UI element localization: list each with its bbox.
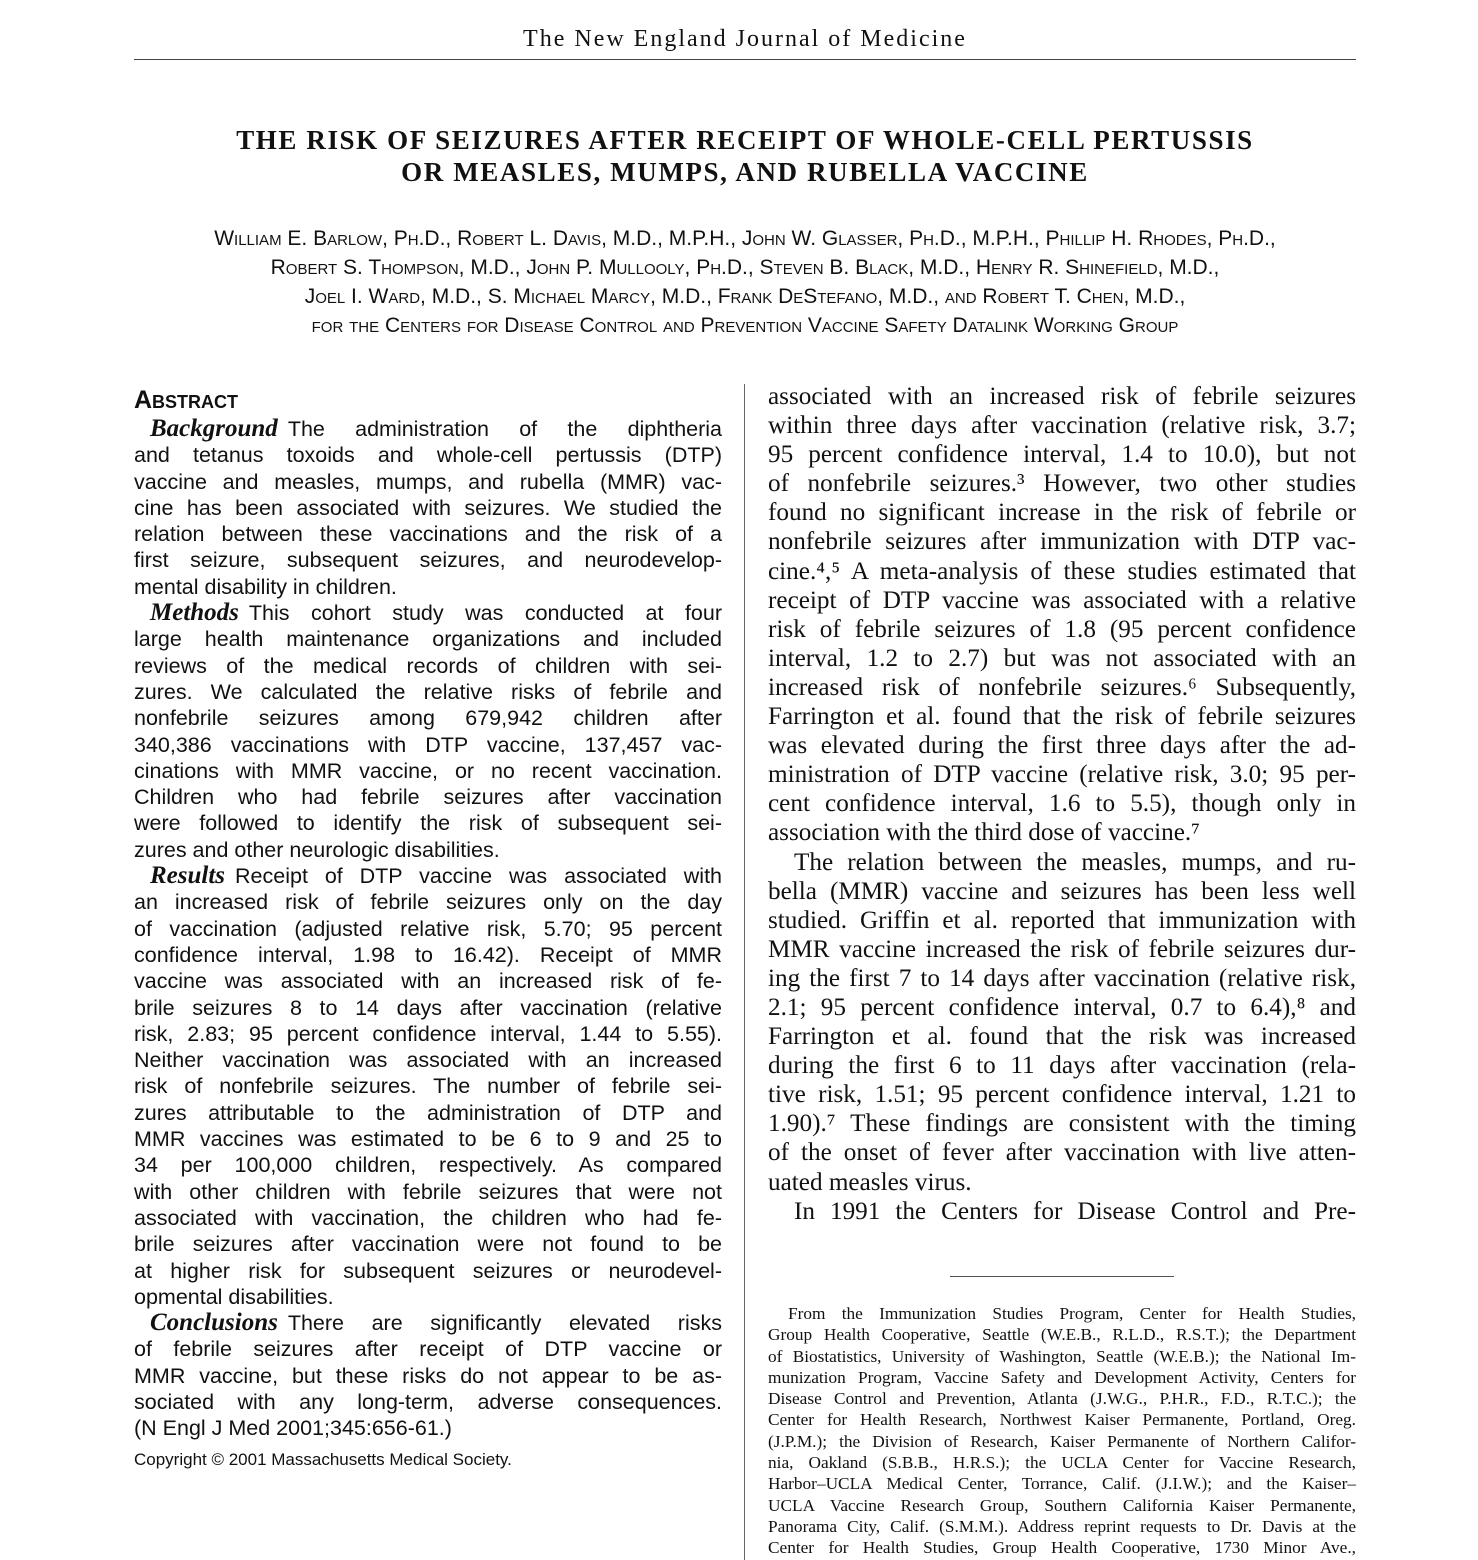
- body-line: uated measles virus.: [768, 1168, 972, 1196]
- abstract-line: Methods This cohort study was conducted at four: [150, 599, 722, 627]
- author-list: [100, 224, 1390, 340]
- body-line: nonfebrile seizures after immunization with DTP vac-: [768, 528, 1356, 556]
- abstract-line: sociated with any long-term, adverse consequences.: [134, 1389, 722, 1414]
- author-line: Robert S. Thompson, M.D., John P. Mullooly, Ph.D., Steven B. Black, M.D., Henry R. Shinefield, M.D.,: [270, 256, 1220, 279]
- abstract-line: vaccine and measles, mumps, and rubella (MMR) vac-: [134, 469, 722, 494]
- abstract-line: of vaccination (adjusted relative risk, 5.70; 95 percent: [134, 916, 722, 941]
- body-line: risk of febrile seizures of 1.8 (95 percent confidence: [768, 615, 1356, 643]
- body-line: interval, 1.2 to 2.7) but was not associated with an: [768, 644, 1356, 672]
- author-line: William E. Barlow, Ph.D., Robert L. Davis, M.D., M.P.H., John W. Glasser, Ph.D., M.P.H., Phillip H. Rhodes, Ph.D.,: [214, 227, 1276, 250]
- footnote-line: of Biostatistics, University of Washington, Seattle (W.E.B.); the National Im-: [768, 1346, 1356, 1366]
- body-line: tive risk, 1.51; 95 percent confidence interval, 1.21 to: [768, 1081, 1356, 1109]
- footnote-line: From the Immunization Studies Program, Center for Health Studies,: [788, 1304, 1356, 1323]
- body-line: cent confidence interval, 1.6 to 5.5), though only in: [768, 790, 1356, 818]
- body-line: was elevated during the first three days after the ad-: [768, 732, 1356, 760]
- body-line: ing the first 7 to 14 days after vaccination (relative risk,: [768, 964, 1356, 992]
- footnote-line: Center for Health Studies, Group Health Cooperative, 1730 Minor Ave.,: [768, 1538, 1356, 1558]
- body-line: increased risk of nonfebrile seizures.⁶ Subsequently,: [768, 673, 1356, 701]
- column-divider: [744, 384, 745, 1560]
- body-line: found no significant increase in the risk of febrile or: [768, 499, 1356, 527]
- abstract-line: risk, 2.83; 95 percent confidence interval, 1.44 to 5.55).: [134, 1021, 722, 1046]
- abstract-line: MMR vaccine, but these risks do not appear to be as-: [134, 1363, 722, 1388]
- abstract-line: zures attributable to the administration of DTP and: [134, 1100, 722, 1125]
- body-line: within three days after vaccination (relative risk, 3.7;: [768, 412, 1356, 440]
- body-line: bella (MMR) vaccine and seizures has been less well: [768, 877, 1356, 905]
- body-line: studied. Griffin et al. reported that immunization with: [768, 906, 1356, 934]
- article-title: [134, 124, 1356, 188]
- abstract-line: relation between these vaccinations and the risk of a: [134, 522, 722, 547]
- author-line: Joel I. Ward, M.D., S. Michael Marcy, M.D., Frank DeStefano, M.D., and Robert T. Chen, M.D.,: [304, 285, 1186, 308]
- abstract-line: associated with vaccination, the children who had fe-: [134, 1205, 722, 1230]
- abstract-line: an increased risk of febrile seizures only on the day: [134, 890, 722, 915]
- abstract-line: mental disability in children.: [134, 574, 397, 599]
- footnote-line: Panorama City, Calif. (S.M.M.). Address reprint requests to Dr. Davis at the: [768, 1516, 1356, 1536]
- abstract-line: were followed to identify the risk of subsequent sei-: [134, 811, 722, 836]
- body-line: of the onset of fever after vaccination with live atten-: [768, 1139, 1356, 1167]
- footnote-line: (J.P.M.); the Division of Research, Kaiser Permanente of Northern Califor-: [768, 1431, 1356, 1451]
- title-line-2: OR MEASLES, MUMPS, AND RUBELLA VACCINE: [401, 157, 1089, 187]
- abstract-line: confidence interval, 1.98 to 16.42). Receipt of MMR: [134, 942, 722, 967]
- author-line: for the Centers for Disease Control and Prevention Vaccine Safety Datalink Working Group: [311, 314, 1179, 337]
- abstract-line: zures. We calculated the relative risks of febrile and: [134, 679, 722, 704]
- abstract-line: zures and other neurologic disabilities.: [134, 837, 500, 862]
- body-line: of nonfebrile seizures.³ However, two other studies: [768, 470, 1356, 498]
- abstract-line: risk of nonfebrile seizures. The number of febrile sei-: [134, 1074, 722, 1099]
- body-line: Farrington et al. found that the risk was increased: [768, 1023, 1356, 1051]
- results-label: Results: [150, 862, 226, 890]
- title-line-1: THE RISK OF SEIZURES AFTER RECEIPT OF WHOLE-CELL PERTUSSIS: [236, 125, 1254, 155]
- abstract-heading: Abstract: [134, 386, 239, 414]
- background-label: Background: [150, 415, 278, 442]
- abstract-line: brile seizures after vaccination were not found to be: [134, 1232, 722, 1257]
- abstract-line: of febrile seizures after receipt of DTP vaccine or: [134, 1337, 722, 1362]
- body-line: MMR vaccine increased the risk of febrile seizures dur-: [768, 935, 1356, 963]
- abstract-line: vaccine was associated with an increased risk of fe-: [134, 969, 722, 994]
- body-line: receipt of DTP vaccine was associated with a relative: [768, 586, 1356, 614]
- body-line: The relation between the measles, mumps, and ru-: [794, 848, 1356, 876]
- copyright-notice: Copyright © 2001 Massachusetts Medical Society.: [134, 1449, 512, 1469]
- conclusions-label: Conclusions: [150, 1309, 278, 1337]
- abstract-line: Background The administration of the diphtheria: [150, 415, 722, 442]
- abstract-line: cine has been associated with seizures. We studied the: [134, 495, 722, 520]
- body-line: ministration of DTP vaccine (relative risk, 3.0; 95 per-: [768, 761, 1356, 789]
- abstract-line: at higher risk for subsequent seizures or neurodevel-: [134, 1258, 722, 1283]
- body-line: In 1991 the Centers for Disease Control and Pre-: [794, 1197, 1356, 1225]
- abstract-line: first seizure, subsequent seizures, and neurodevelop-: [134, 548, 722, 573]
- methods-label: Methods: [150, 599, 239, 627]
- footnote-rule: [950, 1276, 1174, 1277]
- affiliation-footnote: [768, 1303, 1356, 1559]
- footnote-line: Center for Health Research, Northwest Kaiser Permanente, Portland, Oreg.: [768, 1410, 1356, 1430]
- abstract-line: Children who had febrile seizures after vaccination: [134, 785, 722, 810]
- abstract-line: opmental disabilities.: [134, 1284, 334, 1309]
- citation-line: (N Engl J Med 2001;345:656-61.): [134, 1416, 452, 1441]
- footnote-line: Disease Control and Prevention, Atlanta (J.W.G., P.H.R., F.D., R.T.C.); the: [768, 1389, 1356, 1409]
- abstract-line: nonfebrile seizures among 679,942 children after: [134, 706, 722, 731]
- abstract-line: 34 per 100,000 children, respectively. As compared: [134, 1153, 722, 1178]
- body-line: 1.90).⁷ These findings are consistent with the timing: [768, 1110, 1356, 1138]
- abstract-line: Conclusions There are significantly elevated risks: [150, 1309, 722, 1337]
- abstract-line: brile seizures 8 to 14 days after vaccination (relative: [134, 995, 722, 1020]
- abstract-line: Neither vaccination was associated with an increased: [134, 1048, 722, 1073]
- abstract-line: 340,386 vaccinations with DTP vaccine, 137,457 vac-: [134, 732, 722, 757]
- abstract-line: cinations with MMR vaccine, or no recent vaccination.: [134, 758, 722, 783]
- body-line: 2.1; 95 percent confidence interval, 0.7 to 6.4),⁸ and: [768, 993, 1356, 1021]
- footnote-line: Harbor–UCLA Medical Center, Torrance, Calif. (J.I.W.); and the Kaiser–: [768, 1474, 1356, 1494]
- body-column: [768, 382, 1356, 1226]
- body-line: during the first 6 to 11 days after vaccination (rela-: [768, 1052, 1356, 1080]
- body-line: Farrington et al. found that the risk of febrile seizures: [768, 703, 1356, 731]
- body-line: associated with an increased risk of febrile seizures: [768, 383, 1356, 410]
- running-head: The New England Journal of Medicine: [134, 26, 1356, 60]
- abstract-line: reviews of the medical records of children with sei-: [134, 653, 722, 678]
- body-line: cine.⁴,⁵ A meta-analysis of these studies estimated that: [768, 557, 1356, 585]
- body-line: 95 percent confidence interval, 1.4 to 10.0), but not: [768, 441, 1356, 469]
- abstract-line: large health maintenance organizations and included: [134, 627, 722, 652]
- body-line: association with the third dose of vaccine.⁷: [768, 819, 1200, 847]
- footnote-line: UCLA Vaccine Research Group, Southern California Kaiser Permanente,: [768, 1495, 1356, 1515]
- footnote-line: munization Program, Vaccine Safety and Development Activity, Centers for: [768, 1367, 1356, 1387]
- footnote-line: Group Health Cooperative, Seattle (W.E.B., R.L.D., R.S.T.); the Department: [768, 1325, 1356, 1345]
- abstract-line: MMR vaccines was estimated to be 6 to 9 and 25 to: [134, 1127, 722, 1152]
- abstract-line: Results Receipt of DTP vaccine was associated with: [150, 862, 722, 890]
- abstract-line: with other children with febrile seizures that were not: [134, 1179, 722, 1204]
- abstract-column: [134, 384, 722, 1470]
- footnote-line: nia, Oakland (S.B.B., H.R.S.); the UCLA Center for Vaccine Research,: [768, 1453, 1356, 1473]
- abstract-line: and tetanus toxoids and whole-cell pertussis (DTP): [134, 443, 722, 468]
